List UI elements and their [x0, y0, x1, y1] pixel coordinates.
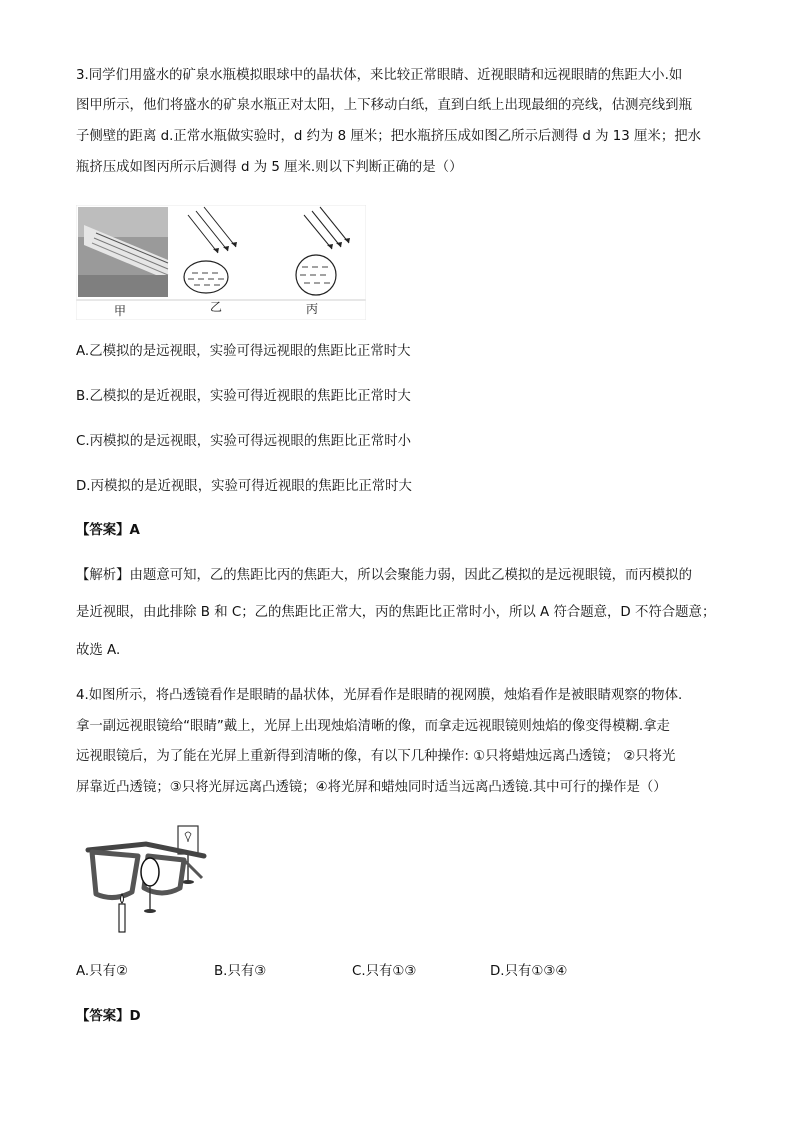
convex-lens-icon [141, 858, 159, 886]
q3-option-b: B.乙模拟的是近视眼，实验可得近视眼的焦距比正常时大 [76, 389, 411, 404]
q3-analysis-line-3: 故选 A. [76, 643, 121, 658]
q3-figure [76, 205, 366, 320]
q3-option-d: D.丙模拟的是近视眼，实验可得近视眼的焦距比正常时大 [76, 479, 412, 494]
q4-line-4: 屏靠近凸透镜；③只将光屏远离凸透镜；④将光屏和蜡烛同时适当远离凸透镜.其中可行的操作是（） [76, 780, 667, 795]
q3-line-1: 3.同学们用盛水的矿泉水瓶模拟眼球中的晶状体，来比较正常眼睛、近视眼睛和远视眼睛的焦距大小.如 [76, 68, 683, 83]
glasses-lens-candle-screen-drawing [84, 822, 220, 934]
q4-figure [84, 822, 220, 934]
candle-flame-icon [121, 894, 124, 903]
q3-line-2: 图甲所示，他们将盛水的矿泉水瓶正对太阳，上下移动白纸，直到白纸上出现最细的亮线，估测亮线到瓶 [76, 98, 692, 113]
q3-analysis-line-2: 是近视眼，由此排除 B 和 C；乙的焦距比正常大，丙的焦距比正常时小，所以 A 符合题意，D 不符合题意； [76, 605, 716, 620]
q3-line-3: 子侧壁的距离 d.正常水瓶做实验时，d 约为 8 厘米；把水瓶挤压成如图乙所示后测得 d 为 13 厘米；把水 [76, 129, 701, 144]
figure-label-bing: 丙 [306, 302, 319, 316]
q3-analysis-line-1: 【解析】由题意可知，乙的焦距比丙的焦距大，所以会聚能力弱，因此乙模拟的是远视眼镜，而丙模拟的 [76, 568, 692, 583]
q4-option-b: B.只有③ [214, 964, 267, 979]
q3-option-c: C.丙模拟的是远视眼，实验可得远视眼的焦距比正常时小 [76, 434, 411, 449]
q3-option-a: A.乙模拟的是远视眼，实验可得远视眼的焦距比正常时大 [76, 344, 411, 359]
q4-option-d: D.只有①③④ [490, 964, 568, 979]
q3-line-4: 瓶挤压成如图丙所示后测得 d 为 5 厘米.则以下判断正确的是（） [76, 160, 463, 175]
q4-line-3: 远视眼镜后，为了能在光屏上重新得到清晰的像，有以下几种操作: ①只将蜡烛远离凸透镜； ②只将光 [76, 749, 676, 764]
q4-option-a: A.只有② [76, 964, 128, 979]
q4-line-1: 4.如图所示，将凸透镜看作是眼睛的晶状体，光屏看作是眼睛的视网膜，烛焰看作是被眼睛观察的物体. [76, 688, 683, 703]
q4-answer: 【答案】D [76, 1009, 141, 1024]
bottle-bing-diagram [296, 207, 350, 295]
figure-label-jia: 甲 [114, 304, 127, 318]
bottle-yi-diagram [184, 207, 237, 293]
q3-answer: 【答案】A [76, 523, 140, 538]
figure-label-yi: 乙 [210, 300, 223, 314]
q4-option-c: C.只有①③ [352, 964, 417, 979]
candle-icon [119, 904, 125, 932]
q4-line-2: 拿一副远视眼镜给“眼睛”戴上，光屏上出现烛焰清晰的像，而拿走远视眼镜则烛焰的像变得模糊.拿走 [76, 719, 670, 734]
